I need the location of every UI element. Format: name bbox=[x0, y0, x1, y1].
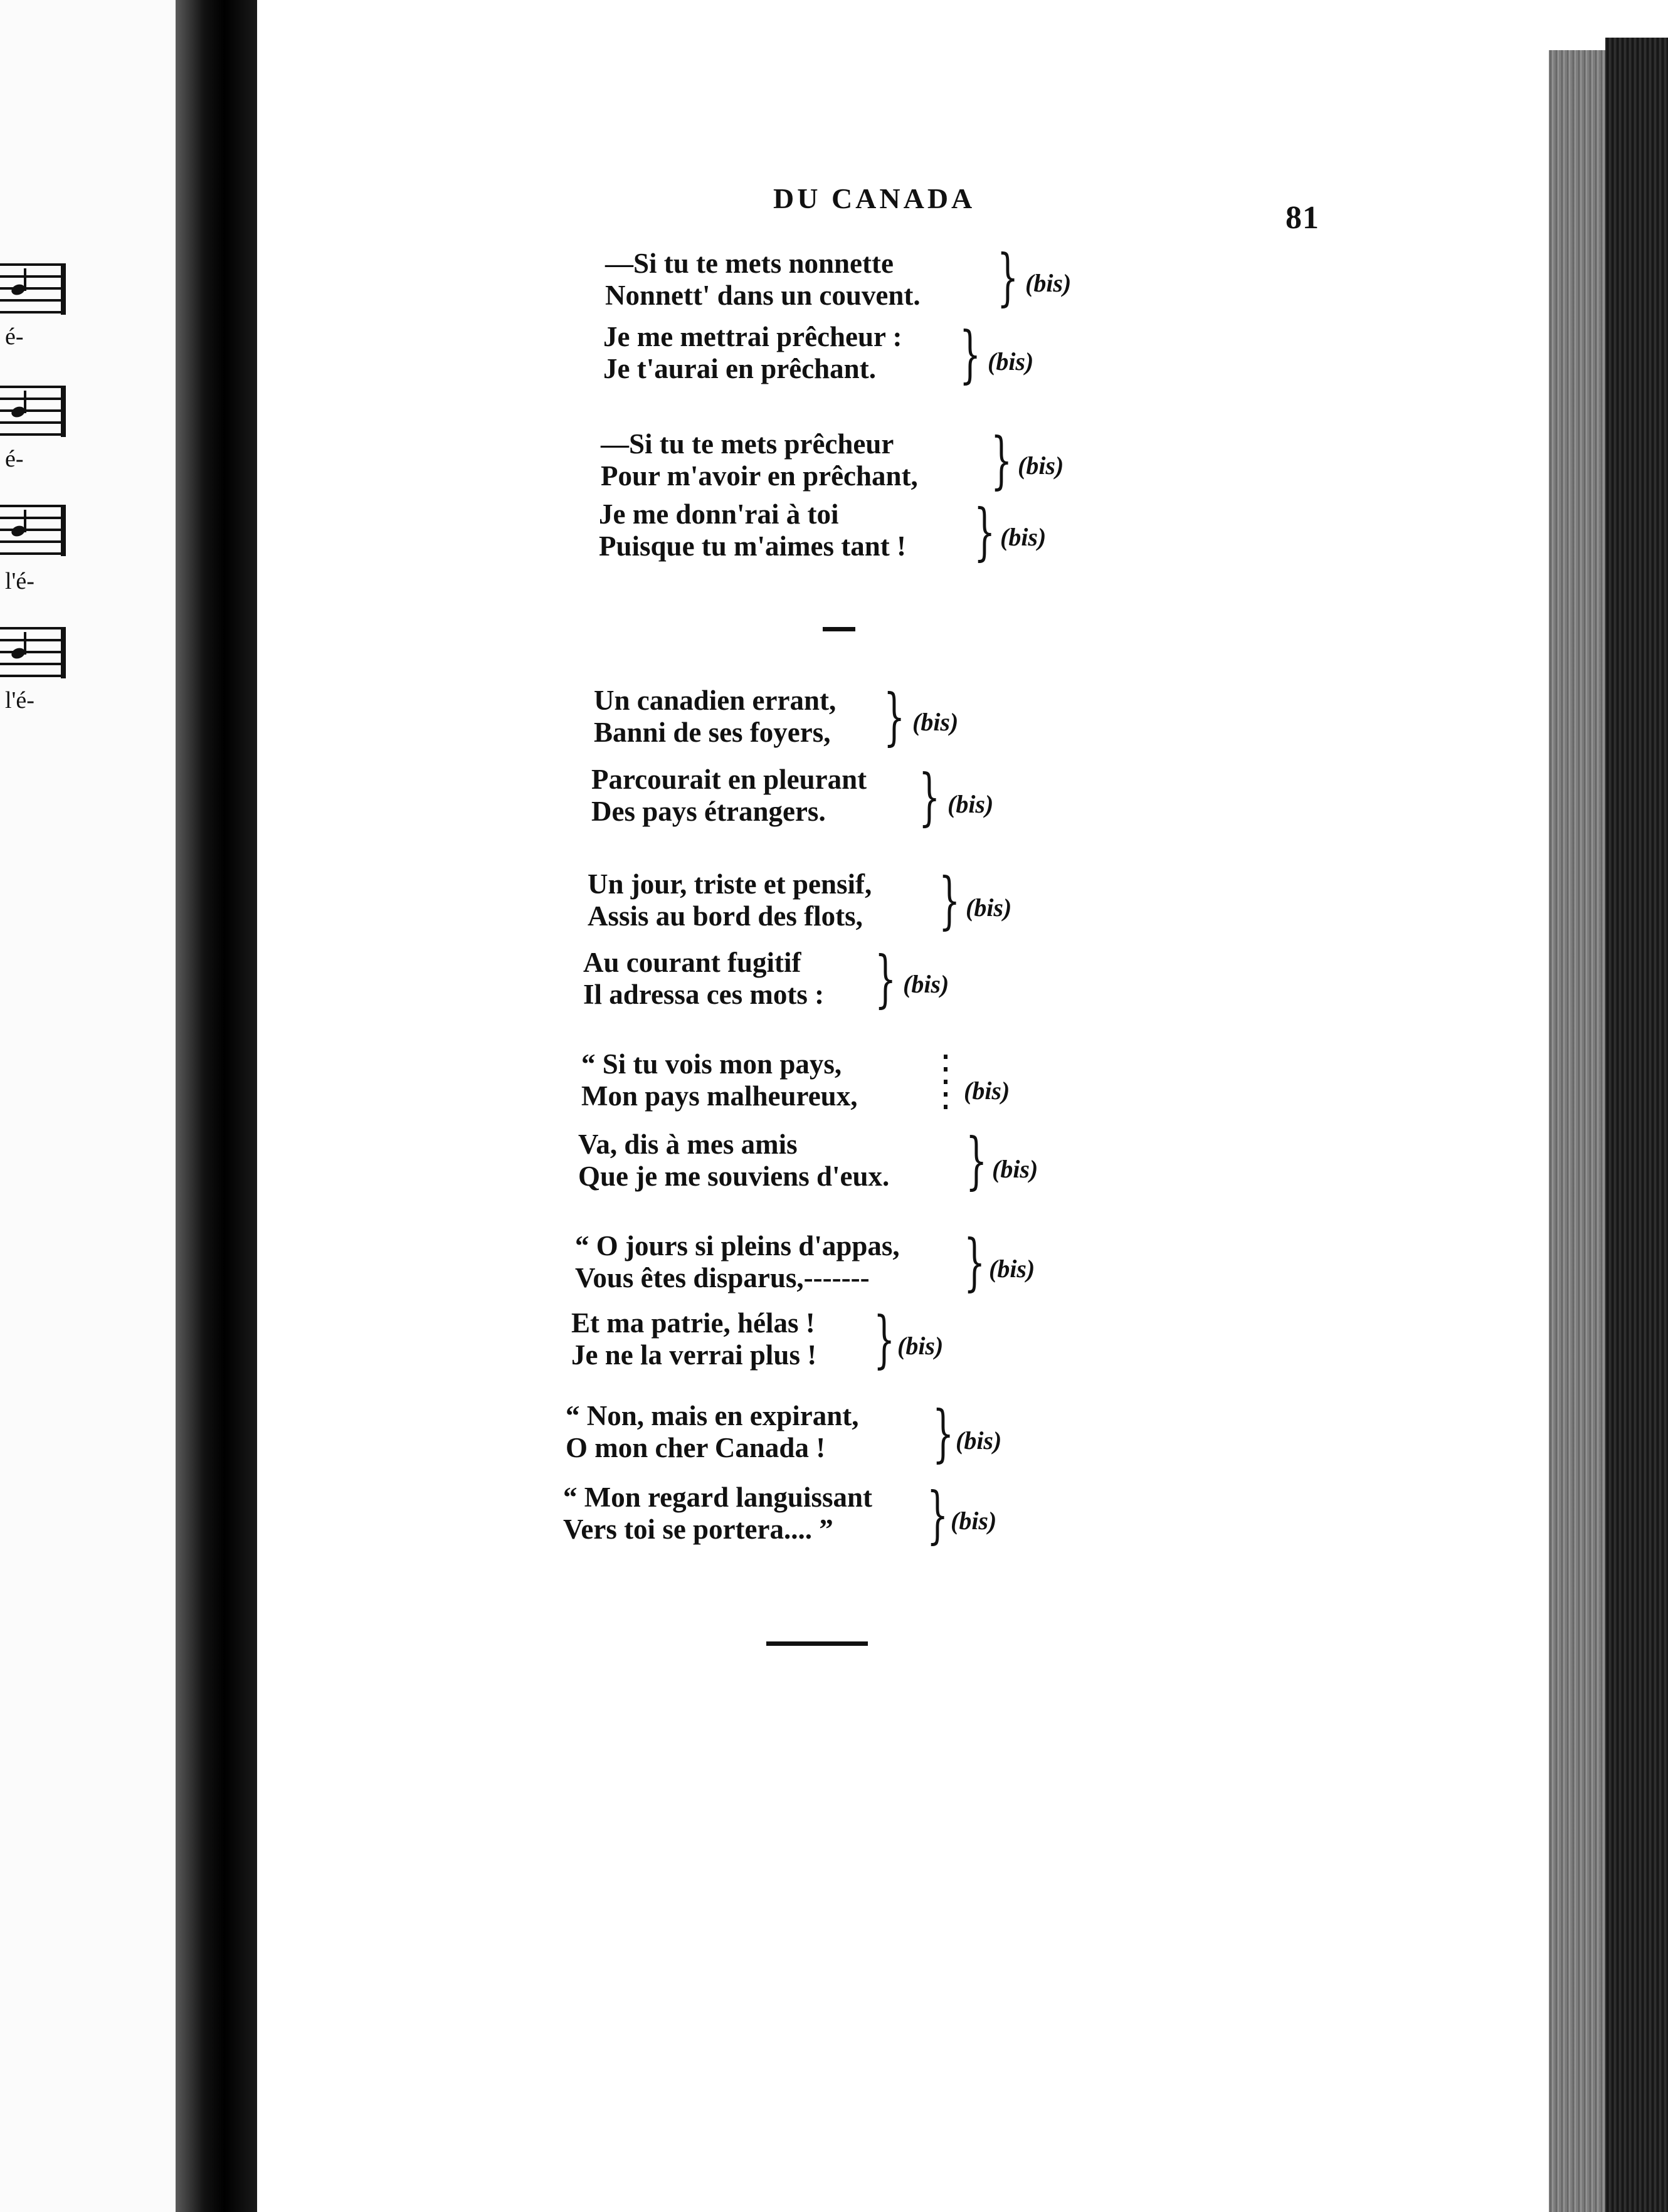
refrain-marker: (bis) bbox=[897, 1332, 944, 1360]
music-staff-fragment bbox=[0, 505, 66, 556]
refrain-marker: (bis) bbox=[1025, 269, 1072, 297]
verse-line: —Si tu te mets nonnette bbox=[605, 248, 894, 279]
repeat-brace: } bbox=[875, 944, 897, 1015]
left-page-text-fragment: é- bbox=[5, 324, 24, 350]
left-page-text-fragment: é- bbox=[5, 446, 24, 472]
repeat-brace: } bbox=[874, 1304, 895, 1376]
music-staff-fragment bbox=[0, 627, 66, 678]
verse-line: Banni de ses foyers, bbox=[594, 717, 831, 748]
verse-line: Un canadien errant, bbox=[594, 685, 837, 716]
page-number: 81 bbox=[1285, 200, 1319, 236]
repeat-brace: } bbox=[939, 865, 961, 937]
refrain-marker: (bis) bbox=[956, 1426, 1002, 1455]
repeat-brace: } bbox=[966, 1125, 988, 1197]
repeat-brace: } bbox=[932, 1398, 954, 1470]
verse-line: Mon pays malheureux, bbox=[581, 1080, 858, 1112]
verse-line: —Si tu te mets prêcheur bbox=[601, 428, 894, 460]
verse-line: Il adressa ces mots : bbox=[583, 979, 825, 1010]
verse-line: “ Mon regard languissant bbox=[563, 1482, 872, 1513]
verse-line: Vous êtes disparus,------- bbox=[575, 1262, 870, 1293]
book-gutter bbox=[176, 0, 257, 2212]
repeat-brace: } bbox=[964, 1227, 986, 1298]
verse-line: “ Si tu vois mon pays, bbox=[581, 1048, 842, 1080]
verse-line: Je ne la verrai plus ! bbox=[571, 1339, 817, 1371]
verse-line: “ O jours si pleins d'appas, bbox=[575, 1230, 900, 1261]
verse-line: O mon cher Canada ! bbox=[566, 1432, 826, 1463]
repeat-brace: } bbox=[919, 762, 941, 833]
repeat-brace: } bbox=[974, 497, 996, 568]
refrain-marker: (bis) bbox=[988, 347, 1034, 376]
verse-line: Je t'aurai en prêchant. bbox=[603, 353, 876, 384]
verse-line: Pour m'avoir en prêchant, bbox=[601, 460, 918, 492]
left-page-text-fragment: l'é- bbox=[5, 687, 34, 714]
refrain-marker: (bis) bbox=[989, 1255, 1035, 1283]
verse-line: Je me donn'rai à toi bbox=[599, 498, 839, 530]
refrain-marker: (bis) bbox=[1000, 523, 1047, 551]
repeat-brace: } bbox=[991, 425, 1013, 497]
verse-line: Et ma patrie, hélas ! bbox=[571, 1307, 815, 1339]
music-staff-fragment bbox=[0, 263, 66, 315]
verse-line: Nonnett' dans un couvent. bbox=[605, 280, 921, 311]
repeat-dotted-brace bbox=[944, 1055, 947, 1117]
repeat-brace: } bbox=[959, 319, 981, 391]
verse-line: Vers toi se portera.... ” bbox=[563, 1514, 833, 1545]
verse-line: “ Non, mais en expirant, bbox=[566, 1400, 859, 1431]
repeat-brace: } bbox=[997, 242, 1019, 313]
verse-line: Au courant fugitif bbox=[583, 947, 801, 978]
book-page bbox=[257, 0, 1549, 2212]
verse-line: Parcourait en pleurant bbox=[591, 764, 867, 795]
refrain-marker: (bis) bbox=[947, 790, 994, 818]
verse-line: Je me mettrai prêcheur : bbox=[603, 321, 902, 352]
verse-line: Des pays étrangers. bbox=[591, 796, 826, 827]
running-head: DU CANADA bbox=[773, 182, 976, 214]
refrain-marker: (bis) bbox=[992, 1155, 1038, 1183]
refrain-marker: (bis) bbox=[912, 708, 959, 736]
left-page-edge bbox=[0, 0, 176, 2212]
refrain-marker: (bis) bbox=[964, 1077, 1010, 1105]
verse-line: Va, dis à mes amis bbox=[578, 1129, 798, 1160]
section-divider bbox=[823, 627, 855, 631]
refrain-marker: (bis) bbox=[903, 970, 949, 998]
verse-line: Que je me souviens d'eux. bbox=[578, 1161, 890, 1192]
book-cover-edge bbox=[1605, 38, 1668, 2212]
verse-line: Un jour, triste et pensif, bbox=[588, 868, 872, 900]
repeat-brace: } bbox=[884, 682, 905, 753]
refrain-marker: (bis) bbox=[966, 893, 1012, 922]
left-page-text-fragment: l'é- bbox=[5, 568, 34, 594]
music-staff-fragment bbox=[0, 386, 66, 437]
verse-line: Puisque tu m'aimes tant ! bbox=[599, 530, 907, 562]
end-rule bbox=[766, 1641, 868, 1646]
verse-line: Assis au bord des flots, bbox=[588, 900, 863, 932]
refrain-marker: (bis) bbox=[1018, 451, 1064, 480]
repeat-brace: } bbox=[927, 1480, 949, 1551]
refrain-marker: (bis) bbox=[951, 1507, 997, 1535]
